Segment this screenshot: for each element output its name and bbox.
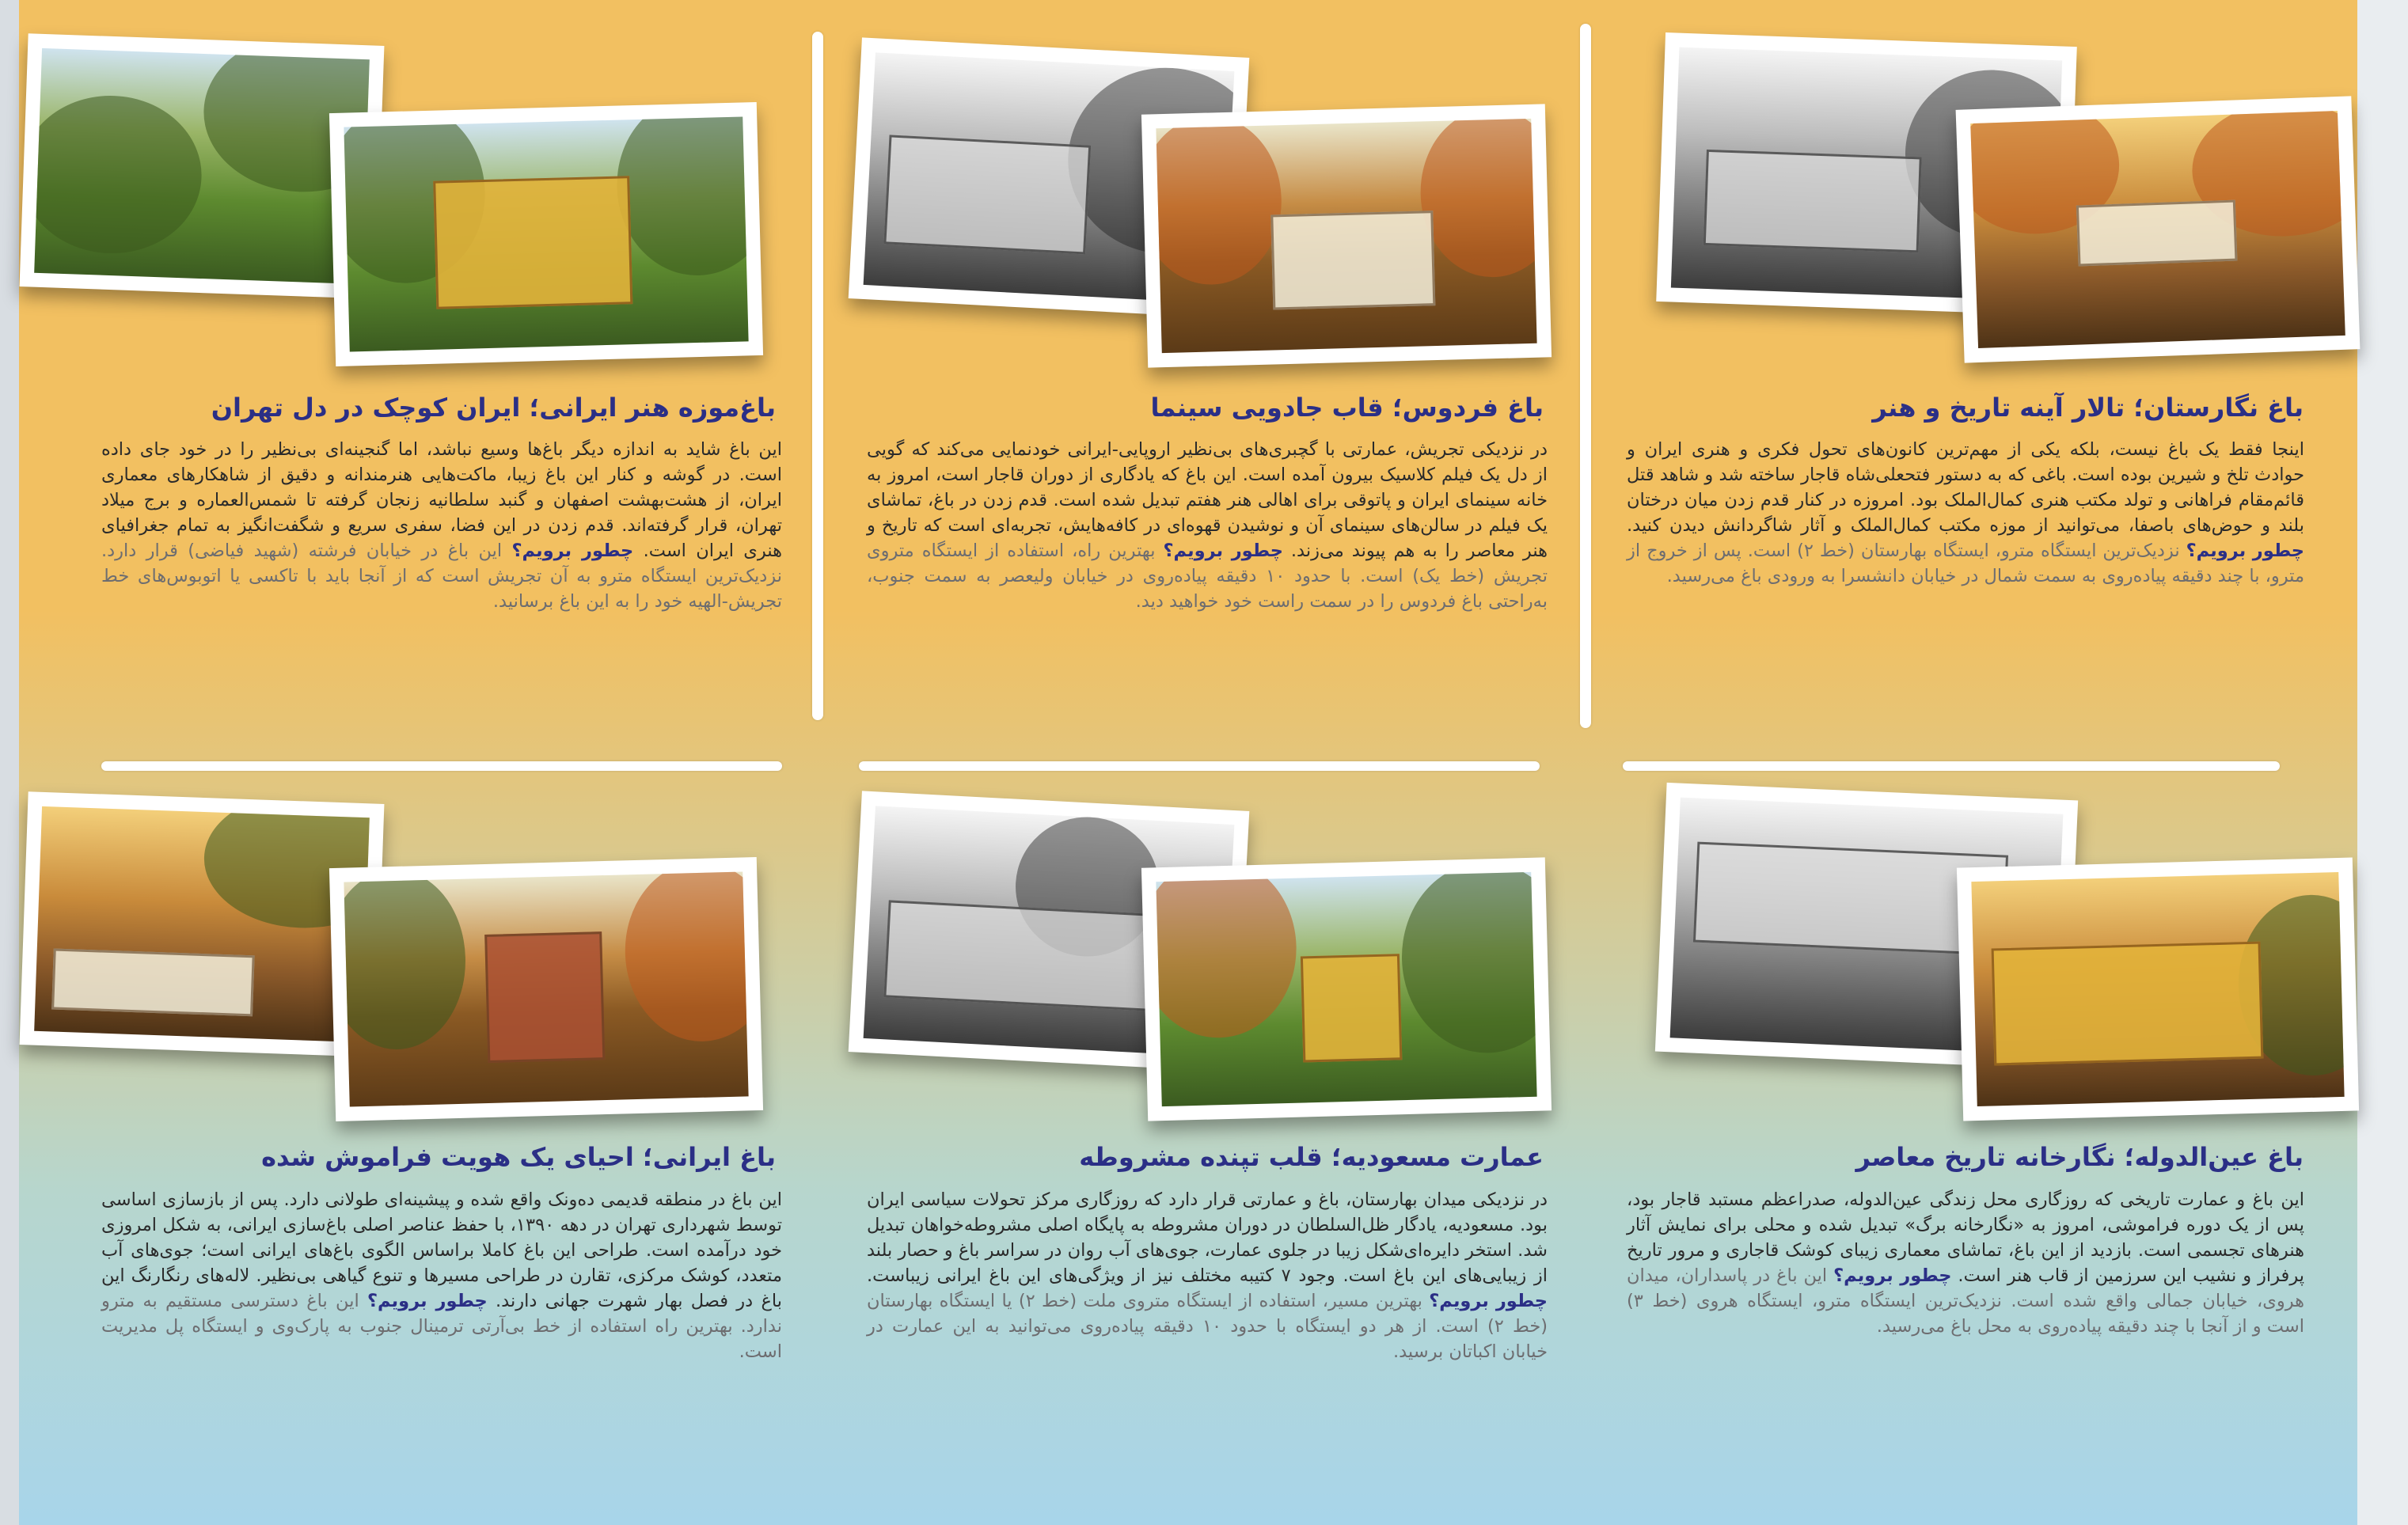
art-museum-garden-photo-1 [20,33,385,299]
how-to-go-text: بهترین مسیر، استفاده از ایستگاه متروی ملت (خط ۲) یا ایستگاه بهارستان (خط ۲) است. از هر دو ایستگاه با حدود ۱۰ دقیقه پیاده‌روی می‌توانید به این عمارت در خیابان اکباتان برسید. [867,1291,1548,1362]
section-body [101,1187,782,1364]
how-to-go-text: این باغ در خیابان فرشته (شهید فیاضی) قرار دارد. نزدیک‌ترین ایستگاه مترو به آن تجریش است که از آنجا باید با تاکسی یا اتوبوس‌های خط تجریش-الهیه خود را به این باغ برسانید. [101,541,782,612]
section-title: باغ عین‌الدوله؛ نگارخانه تاریخ معاصر [1855,1142,2304,1172]
column-divider-left [812,32,823,720]
masoudieh-color-photo [1141,857,1552,1121]
section-body [101,437,782,614]
row-divider-right [1623,761,2280,771]
how-to-go-label: چطور برویم؟ [1163,541,1283,561]
column-divider-right [1580,24,1591,728]
row-divider-left [101,761,782,771]
section-title: باغ‌موزه هنر ایرانی؛ ایران کوچک در دل تهران [211,393,776,423]
section-body [1627,437,2304,589]
how-to-go-label: چطور برویم؟ [367,1291,488,1311]
section-text: این باغ شاید به اندازه دیگر باغ‌ها وسیع نباشد، اما گنجینه‌ای بی‌نظیر را در خود جای داده است. در گوشه و کنار این باغ زیبا، ماکت‌هایی هنرمندانه و دقیق از شاهکارهای معماری ایران، از هشت‌بهشت اصفهان و گنبد سلطانیه زنجان گرفته تا شمس‌العماره و برج میلاد تهران، قرار گرفته‌اند. قدم زدن در این فضا، سفری سریع و شگفت‌انگیز به تمام جغرافیای هنری ایران است. [101,439,782,561]
how-to-go-text: این باغ دسترسی مستقیم به مترو ندارد. بهترین راه استفاده از خط بی‌آرتی ترمینال جنوب به پارک‌وی و ایستگاه پل مدیریت است. [101,1291,782,1362]
section-body [867,437,1548,614]
section-body [1627,1187,2304,1339]
art-museum-garden-photo-2 [329,102,763,366]
row-divider-middle [859,761,1540,771]
section-text: این باغ در منطقه قدیمی ده‌ونک واقع شده و پیشینه‌ای طولانی دارد. پس از بازسازی اساسی توسط شهرداری تهران در دهه ۱۳۹۰، با حفظ عناصر اصلی باغ‌سازی ایرانی، به شکل امروزی خود درآمده است. طراحی این باغ کاملا براساس الگوی باغ‌های ایرانی است؛ جوی‌های آب متعدد، کوشک مرکزی، تقارن در طراحی مسیرها و تنوع گیاهی بی‌نظیر. لاله‌های رنگارنگ این باغ در فصل بهار شهرت جهانی دارند. [101,1189,783,1311]
how-to-go-label: چطور برویم؟ [511,541,634,561]
how-to-go-text: این باغ در پاسداران، میدان هروی، خیابان جمالی واقع شده است. نزدیک‌ترین ایستگاه مترو، ایستگاه هروی (خط ۳) است و از آنجا با چند دقیقه پیاده‌روی به محل باغ می‌رسید. [1627,1265,2304,1337]
eynoddowleh-color-photo [1957,858,2359,1121]
section-text: در نزدیکی میدان بهارستان، باغ و عمارتی قرار دارد که روزگاری مرکز تحولات سیاسی ایران بود. مسعودیه، یادگار ظل‌السلطان در دوران مشروطه به پایگاه اصلی مشروطه‌خواهان تبدیل شد. استخر دایره‌ای‌شکل زیبا در جلوی عمارت، جوی‌های آب روان در سراسر باغ و حصار بلند از زیبایی‌های این باغ است. وجود ۷ کتیبه مختلف نیز از ویژگی‌های این باغ ایرانی زیباست. [867,1189,1548,1286]
how-to-go-label: چطور برویم؟ [1833,1265,1952,1286]
section-text: اینجا فقط یک باغ نیست، بلکه یکی از مهم‌ترین کانون‌های تحول فکری و هنری ایران و حوادث تلخ و شیرین بوده است. باغی که به دستور فتحعلی‌شاه قاجار ساخته شد و شاهد قتل قائم‌مقام فراهانی و تولد مکتب هنری کمال‌الملک بود. امروزه در کنار قدم زدن میان درختان بلند و حوض‌های باصفا، می‌توانید از موزه مکتب کمال‌الملک و آثار شاگردانش دیدن کنید. [1627,439,2304,536]
page-edge-right [2357,0,2408,1525]
section-title: عمارت مسعودیه؛ قلب تپنده مشروطه [1079,1142,1544,1172]
iranian-garden-photo-2 [329,857,763,1121]
section-title: باغ نگارستان؛ تالار آینه تاریخ و هنر [1872,393,2304,423]
section-text: این باغ و عمارت تاریخی که روزگاری محل زندگی عین‌الدوله، صدراعظم مستبد قاجار بود، پس از یک دوره فراموشی، امروز به «نگارخانه برگ» تبدیل شده و محلی برای نمایش آثار هنرهای تجسمی است. بازدید از این باغ، تماشای معماری زیبای کوشک قاجاری و مرور تاریخ پرفراز و نشیب این سرزمین از قاب هنر است. [1627,1189,2304,1286]
ferdows-color-photo [1141,104,1552,367]
how-to-go-text: بهترین راه، استفاده از ایستگاه متروی تجریش (خط یک) است. با حدود ۱۰ دقیقه پیاده‌روی در خیابان ولیعصر به سمت جنوب، به‌راحتی باغ فردوس را در سمت راست خود خواهید دید. [867,541,1548,612]
section-body [867,1187,1548,1364]
negarestan-color-photo [1956,96,2361,362]
section-title: باغ ایرانی؛ احیای یک هویت فراموش شده [261,1142,776,1172]
iranian-garden-photo-1 [20,791,385,1057]
section-text: در نزدیکی تجریش، عمارتی با گچبری‌های بی‌نظیر اروپایی-ایرانی خودنمایی می‌کند که گویی از دل یک فیلم کلاسیک بیرون آمده است. این باغ که یادگاری از دوران قاجار است، امروز به خانه سینمای ایران و پاتوقی برای اهالی هنر هفتم تبدیل شده است. قدم زدن در باغ، تماشای یک فیلم در سالن‌های سینمای آن و نوشیدن قهوه‌ای در کافه‌هایش، تجربه‌ای است که تاریخ و هنر معاصر را به هم پیوند می‌زند. [867,439,1548,561]
section-title: باغ فردوس؛ قاب جادویی سینما [1150,393,1544,423]
how-to-go-text: نزدیک‌ترین ایستگاه مترو، ایستگاه بهارستان (خط ۲) است. پس از خروج از مترو، با چند دقیقه پیاده‌روی به سمت شمال در خیابان دانشسرا به ورودی باغ می‌رسید. [1627,541,2304,586]
page-edge-left [0,0,19,1525]
how-to-go-label: چطور برویم؟ [2186,541,2304,561]
how-to-go-label: چطور برویم؟ [1429,1291,1548,1311]
